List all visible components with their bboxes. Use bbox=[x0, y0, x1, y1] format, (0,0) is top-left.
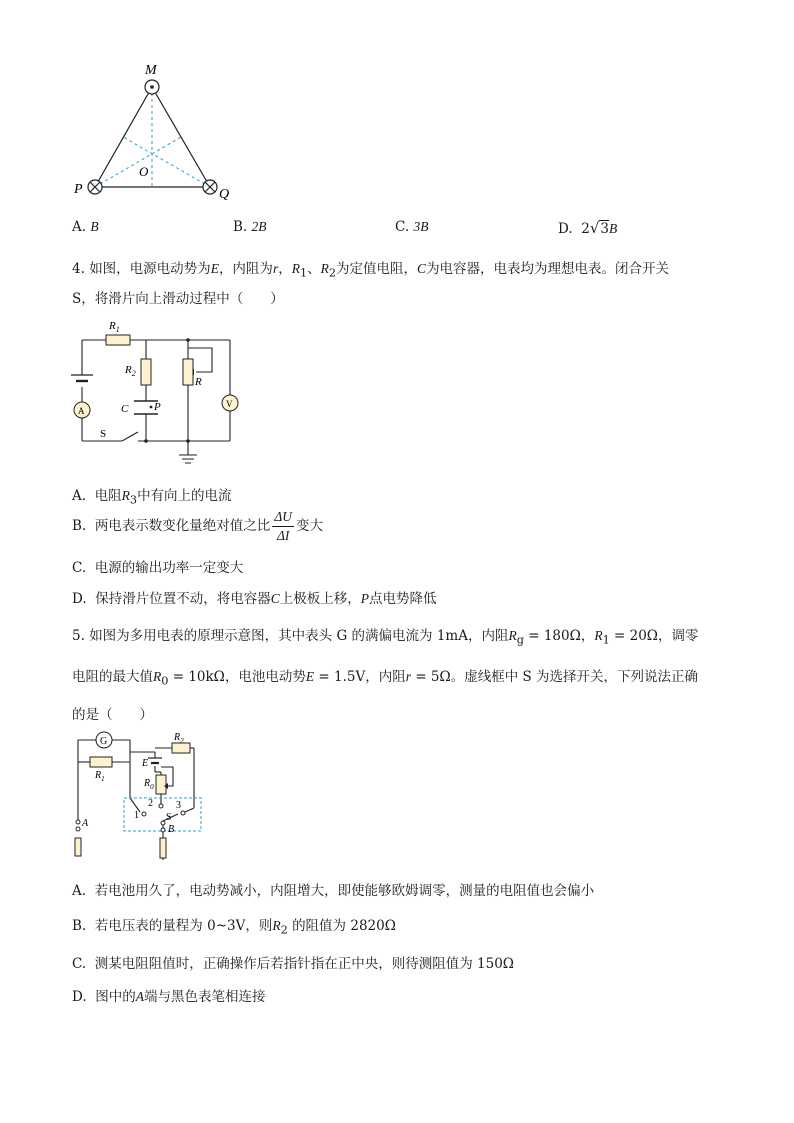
svg-text:R1: $R_1$ bbox=[109, 320, 120, 334]
svg-text:E: E bbox=[142, 758, 149, 769]
q4-option-c: C. 电源的输出功率一定变大 bbox=[72, 560, 244, 576]
q5-circuit-diagram bbox=[68, 726, 208, 866]
svg-text:S: S bbox=[100, 428, 107, 440]
q5-option-c: C. 测某电阻阻值时，正确操作后若指针指在正中央，则待测阻值为 150Ω bbox=[72, 956, 514, 972]
q4-stem-line2: S，将滑片向上滑动过程中（ ） bbox=[72, 291, 284, 307]
q4-option-d: D. 保持滑片位置不动，将电容器C上极板上移，P点电势降低 bbox=[72, 591, 437, 607]
q3-option-d: D. 2√3B bbox=[558, 219, 618, 237]
svg-text:R1: $R_1$ bbox=[95, 770, 105, 783]
svg-text:1: 1 bbox=[134, 810, 139, 821]
svg-text:R0: $R_0$ bbox=[144, 778, 154, 791]
svg-text:Q: Q bbox=[219, 187, 230, 202]
svg-text:C: C bbox=[121, 403, 129, 415]
triangle-figure bbox=[70, 58, 240, 208]
q4-option-a: A. 电阻$R_3$中有向上的电流 bbox=[72, 488, 232, 507]
wire-q-into-page bbox=[203, 180, 217, 194]
q5-option-b: B. 若电压表的量程为 0~3V，则$R_2$ 的阻值为 2820Ω bbox=[72, 918, 396, 937]
svg-text:R2: $R_2$ bbox=[174, 732, 184, 745]
q3-option-c: C. 3B bbox=[395, 219, 429, 235]
q4-option-b: B. 两电表示数变化量绝对值之比 $\frac{\Delta U}{\Delta I}$ 变大 bbox=[72, 509, 323, 543]
svg-text:V: V bbox=[226, 399, 233, 409]
svg-text:3: 3 bbox=[176, 800, 181, 811]
q5-stem-line3: 的是（ ） bbox=[72, 707, 153, 723]
svg-text:G: G bbox=[100, 736, 108, 747]
q5-stem-line1: 5. 如图为多用电表的原理示意图，其中表头 G 的满偏电流为 1mA，内阻$R_g = 180\Omega$，$R_1 = 20\Omega$，调零 bbox=[72, 628, 699, 647]
q5-option-d: D. 图中的A端与黑色表笔相连接 bbox=[72, 989, 266, 1005]
svg-text:A: A bbox=[82, 818, 89, 829]
svg-text:R2: $R_2$ bbox=[125, 364, 136, 378]
svg-text:P: P bbox=[154, 401, 161, 413]
q3-option-a: A. B bbox=[72, 219, 99, 235]
svg-text:M: M bbox=[145, 63, 157, 78]
q4-circuit-diagram bbox=[70, 315, 250, 470]
svg-text:P: P bbox=[74, 182, 83, 197]
svg-text:2: 2 bbox=[148, 798, 153, 809]
wire-p-into-page bbox=[88, 180, 102, 194]
q4-stem-line1: 4. 如图，电源电动势为E，内阻为r，$R_1$、$R_2$为定值电阻，C为电容器，电表均为理想电表。闭合开关 bbox=[72, 261, 670, 280]
svg-text:R: R bbox=[195, 376, 202, 388]
svg-text:B: B bbox=[168, 824, 175, 835]
svg-text:S: S bbox=[166, 812, 172, 823]
svg-text:O: O bbox=[139, 164, 149, 179]
svg-text:A: A bbox=[78, 406, 85, 416]
q3-option-b: B. 2B bbox=[233, 219, 267, 235]
q5-stem-line2: 电阻的最大值$R_0 = 10k\Omega$，电池电动势E = 1.5V，内阻r = 5Ω。虚线框中 S 为选择开关，下列说法正确 bbox=[72, 669, 699, 688]
q5-option-a: A. 若电池用久了，电动势减小，内阻增大，即使能够欧姆调零，测量的电阻值也会偏小 bbox=[72, 883, 595, 899]
